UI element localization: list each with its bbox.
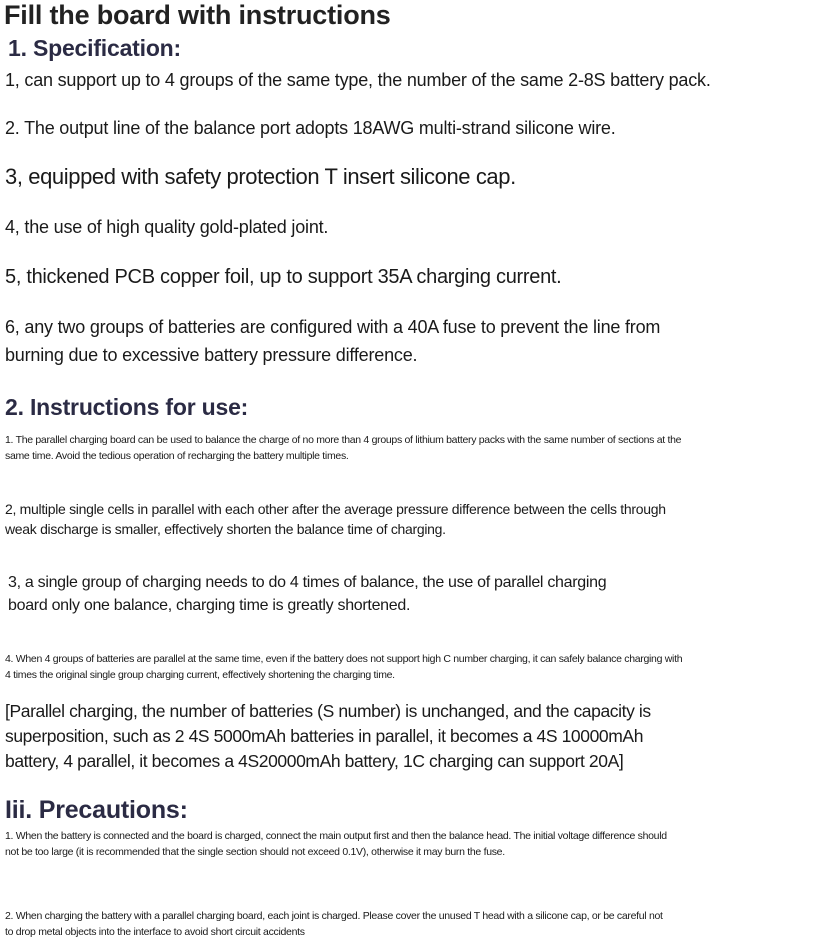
spec-item-1: 1, can support up to 4 groups of the same type, the number of the same 2-8S battery pack. [5,70,711,90]
specification-heading: 1. Specification: [8,35,181,61]
spec-item-5: 5, thickened PCB copper foil, up to support 35A charging current. [5,266,562,288]
instruction-item-1: 1. The parallel charging board can be used to balance the charge of no more than 4 groups of lithium battery packs with the same number of sections at the same time. Avoid the tedious operation of recharging the battery multiple times. [5,434,682,462]
precautions-heading: Iii. Precautions: [5,796,188,824]
spec-item-3: 3, equipped with safety protection T insert silicone cap. [5,164,516,189]
spec-item-6: 6, any two groups of batteries are configured with a 40A fuse to prevent the line from burning due to excessive battery pressure difference. [5,317,661,365]
page-title: Fill the board with instructions [4,0,391,30]
instructions-heading: 2. Instructions for use: [5,394,249,420]
precaution-item-1: 1. When the battery is connected and the board is charged, connect the main output first and then the balance head. The initial voltage difference should not be too large (it is recommended that the single section should not exceed 0.1V), otherwise it may burn the fuse. [5,830,667,858]
instruction-item-3: 3, a single group of charging needs to do 4 times of balance, the use of parallel charging board only one balance, charging time is greatly shortened. [8,574,607,614]
instruction-item-4: 4. When 4 groups of batteries are parallel at the same time, even if the battery does not support high C number charging, it can safely balance charging with 4 times the original single group charging current, effectively shortening the charging time. [5,653,683,681]
instruction-item-5: [Parallel charging, the number of batteries (S number) is unchanged, and the capacity is superposition, such as 2 4S 5000mAh batteries in parallel, it becomes a 4S 10000mAh battery, 4 parallel, it becomes a 4S20000mAh battery, 1C charging can support 20A] [5,701,651,771]
precaution-item-2: 2. When charging the battery with a parallel charging board, each joint is charged. Please cover the unused T head with a silicone cap, or be careful not to drop metal objects into the interface to avoid short circuit accidents [5,910,663,938]
instruction-item-2: 2, multiple single cells in parallel with each other after the average pressure difference between the cells through weak discharge is smaller, effectively shorten the balance time of charging. [5,501,666,537]
spec-item-2: 2. The output line of the balance port adopts 18AWG multi-strand silicone wire. [5,118,616,138]
spec-item-4: 4, the use of high quality gold-plated joint. [5,217,329,237]
